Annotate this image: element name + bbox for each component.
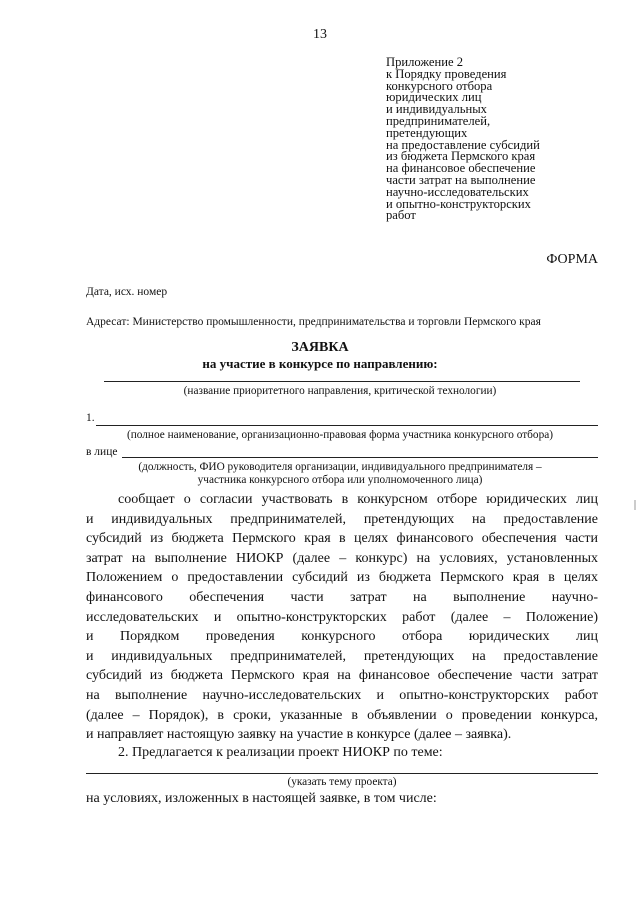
scan-artifact	[634, 500, 636, 510]
appendix-line: на финансовое обеспечение	[386, 161, 536, 176]
item-2-text: 2. Предлагается к реализации проект НИОКР по теме:	[118, 745, 443, 760]
representative-fill-line	[122, 457, 598, 458]
paragraph-line: финансового обеспечения части затрат на выполнение научно-	[86, 589, 598, 605]
addressee: Адресат: Министерство промышленности, предпринимательства и торговли Пермского края	[86, 316, 541, 328]
appendix-line: и индивидуальных	[386, 102, 487, 117]
topic-caption: (указать тему проекта)	[287, 776, 397, 788]
appendix-line: на предоставление субсидий	[386, 137, 540, 152]
appendix-line: части затрат на выполнение	[386, 172, 536, 187]
appendix-note	[386, 57, 616, 222]
topic-fill-line	[86, 773, 598, 774]
paragraph-line: Положением о предоставлении субсидий из бюджета Пермского края в целях	[86, 570, 598, 586]
item-1-number: 1.	[86, 412, 95, 424]
paragraph-line: и Порядком проведения конкурсного отбора юридических лиц	[86, 629, 598, 645]
form-label: ФОРМА	[546, 252, 598, 267]
paragraph-line: затрат на выполнение НИОКР (далее – конкурс) на условиях, установленных	[86, 550, 598, 566]
paragraph-line: и направляет настоящую заявку на участие в конкурсе (далее – заявка).	[86, 727, 512, 743]
consent-paragraph	[86, 490, 598, 745]
page-number: 13	[313, 27, 327, 42]
paragraph-line: (далее – Порядок), в сроки, указанные в объявлении о проведении конкурса,	[86, 707, 598, 723]
date-reference: Дата, исх. номер	[86, 286, 168, 298]
paragraph-line: субсидий из бюджета Пермского края в целях финансового обеспечения части	[86, 531, 598, 547]
appendix-line: к Порядку проведения	[386, 66, 507, 81]
appendix-line: юридических лиц	[386, 90, 482, 105]
document-title: ЗАЯВКА	[291, 340, 349, 355]
organization-caption: (полное наименование, организационно-правовая форма участника конкурсного отбора)	[126, 429, 554, 441]
paragraph-line: и индивидуальных предпринимателей, претендующих на предоставление	[86, 648, 598, 664]
appendix-line: конкурсного отбора	[386, 78, 493, 93]
appendix-line: из бюджета Пермского края	[386, 149, 536, 164]
paragraph-line: на выполнение научно-исследовательских и опытно-конструкторских работ	[86, 687, 598, 703]
appendix-line: Приложение 2	[386, 55, 464, 69]
representative-caption-line: участника конкурсного отбора или уполномоченного лица)	[197, 474, 483, 486]
direction-fill-line	[104, 381, 580, 382]
appendix-line: и опытно-конструкторских	[386, 196, 531, 211]
paragraph-line: сообщает о согласии участвовать в конкурсном отборе юридических лиц	[118, 492, 598, 507]
paragraph-line: субсидий из бюджета Пермского края на финансовое обеспечение части затрат	[86, 668, 598, 684]
appendix-line: предпринимателей,	[386, 113, 491, 128]
paragraph-line: и индивидуальных предпринимателей, претендующих на предоставление	[86, 511, 598, 527]
conditions-text: на условиях, изложенных в настоящей заявке, в том числе:	[86, 791, 437, 806]
representative-caption-line: (должность, ФИО руководителя организации, индивидуального предпринимателя –	[138, 461, 542, 473]
organization-fill-line	[96, 425, 598, 426]
direction-caption: (название приоритетного направления, критической технологии)	[183, 385, 497, 397]
document-subtitle: на участие в конкурсе по направлению:	[202, 356, 438, 371]
appendix-line: претендующих	[386, 125, 468, 140]
appendix-line: работ	[386, 208, 416, 223]
appendix-line: научно-исследовательских	[386, 184, 529, 199]
paragraph-line: исследовательских и опытно-конструкторских работ (далее – Положение)	[86, 609, 598, 625]
in-person-label: в лице	[86, 446, 118, 458]
